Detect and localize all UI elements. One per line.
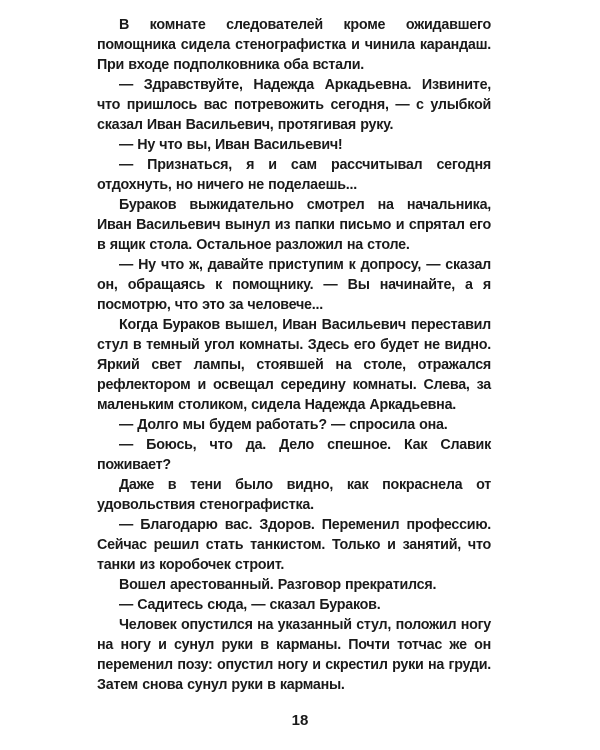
paragraph: Бураков выжидательно смотрел на начальника, Иван Васильевич вынул из папки письмо и спрятал его в ящик стола. Остальное разложил на столе. — [97, 197, 491, 253]
paragraph: В комнате следователей кроме ожидавшего помощника сидела стенографистка и чинила карандаш. При входе подполковника оба встали. — [97, 17, 491, 73]
page-number: 18 — [291, 712, 309, 729]
paragraph: Вошел арестованный. Разговор прекратился. — [119, 577, 437, 593]
paragraph: — Благодарю вас. Здоров. Переменил профессию. Сейчас решил стать танкистом. Только и занятий, что танки из коробочек строит. — [97, 517, 491, 573]
paragraph: — Здравствуйте, Надежда Аркадьевна. Извините, что пришлось вас потревожить сегодня, — с улыбкой сказал Иван Васильевич, протягивая руку. — [97, 77, 491, 133]
paragraph: — Признаться, я и сам рассчитывал сегодня отдохнуть, но ничего не поделаешь... — [97, 157, 491, 193]
paragraph: — Ну что ж, давайте приступим к допросу, — сказал он, обращаясь к помощнику. — Вы начинайте, а я посмотрю, что это за человече... — [97, 257, 491, 313]
body-text — [97, 15, 491, 695]
paragraph: — Боюсь, что да. Дело спешное. Как Славик поживает? — [97, 437, 491, 473]
paragraph: — Садитесь сюда, — сказал Бураков. — [119, 597, 381, 613]
paragraph: Человек опустился на указанный стул, положил ногу на ногу и сунул руки в карманы. Почти тотчас же он переменил позу: опустил ногу и скрестил руки на груди. Затем снова сунул руки в карманы. — [97, 617, 491, 693]
paragraph: — Долго мы будем работать? — спросила она. — [119, 417, 448, 433]
paragraph: — Ну что вы, Иван Васильевич! — [119, 137, 343, 153]
paragraph: Когда Бураков вышел, Иван Васильевич переставил стул в темный угол комнаты. Здесь его будет не видно. Яркий свет лампы, стоявшей на столе, отражался рефлектором и освещал середину комнаты. Слева, за маленьким столиком, сидела Надежда Аркадьевна. — [97, 317, 491, 413]
paragraph: Даже в тени было видно, как покраснела от удовольствия стенографистка. — [97, 477, 491, 513]
